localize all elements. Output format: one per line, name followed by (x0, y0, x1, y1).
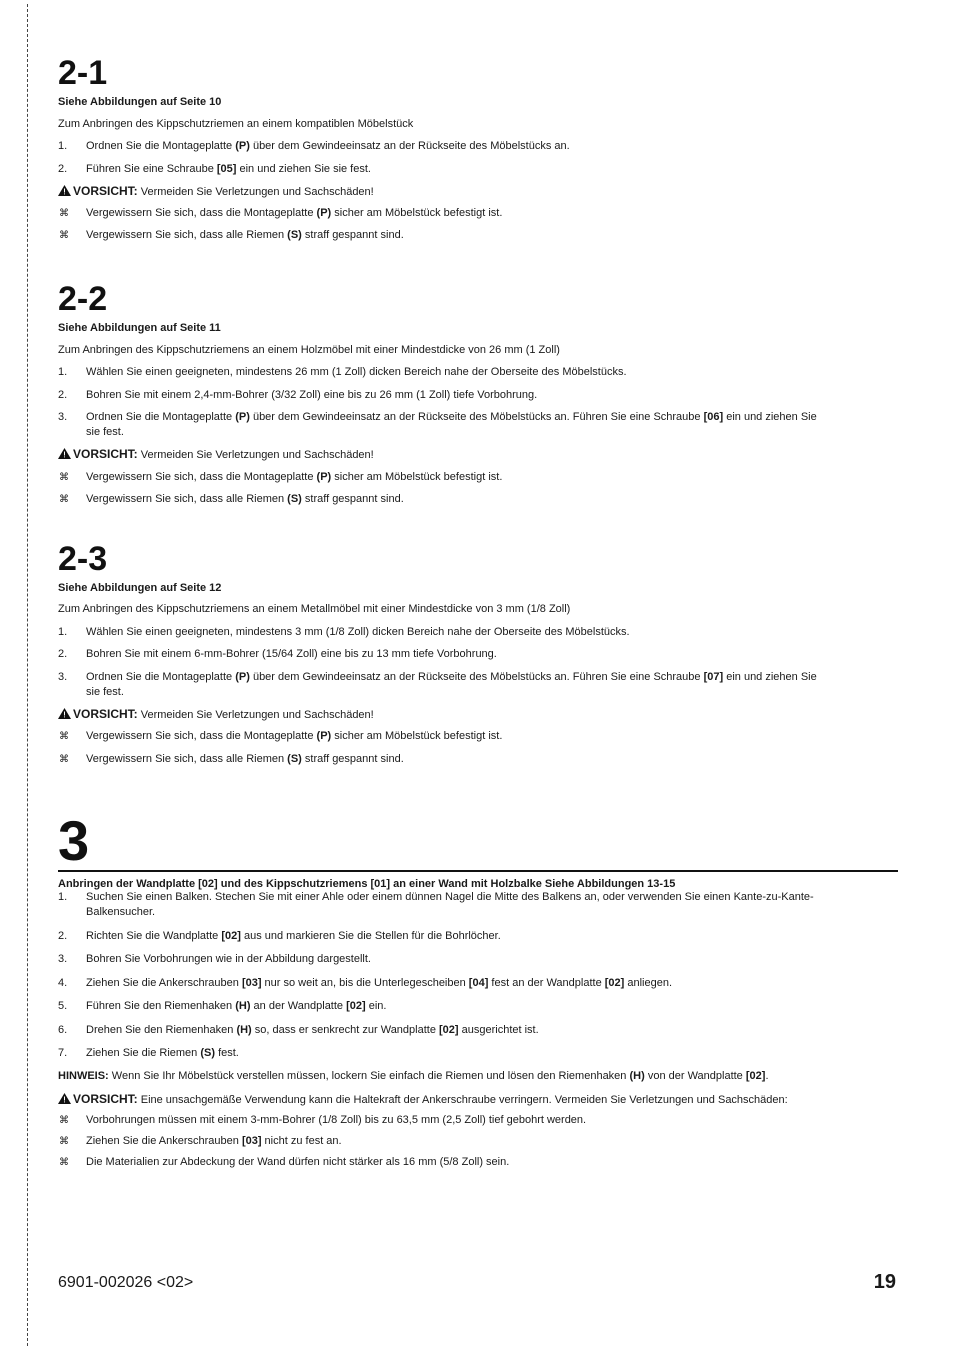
section-title: 3 (58, 809, 90, 872)
caution-note: VORSICHT: Eine unsachgemäße Verwendung kann die Haltekraft der Ankerschraube verringern. Vermeiden Sie Verletzungen und Sachschäden: (58, 1092, 898, 1108)
section-3 (58, 809, 898, 1168)
bullet-icon: ⌘ (59, 731, 69, 742)
bullet-item: ⌘ Vergewissern Sie sich, dass alle Riemen (S) straff gespannt sind. (59, 753, 404, 765)
bullet-item: ⌘ Vergewissern Sie sich, dass alle Riemen (S) straff gespannt sind. (59, 229, 404, 241)
section-subhead: Siehe Abbildungen auf Seite 10 (58, 96, 222, 108)
step-item: 7. Ziehen Sie die Riemen (S) fest. (58, 1047, 239, 1059)
step-item: 3. Bohren Sie Vorbohrungen wie in der Abbildung dargestellt. (58, 953, 371, 965)
warning-triangle-icon (58, 1093, 71, 1104)
bullet-icon: ⌘ (59, 1157, 69, 1168)
bullet-item: ⌘ Vergewissern Sie sich, dass die Montageplatte (P) sicher am Möbelstück befestigt ist. (59, 471, 503, 483)
step-item: 2. Bohren Sie mit einem 6-mm-Bohrer (15/64 Zoll) eine bis zu 13 mm tiefe Vorbohrung. (58, 648, 497, 660)
step-item: 6. Drehen Sie den Riemenhaken (H) so, dass er senkrecht zur Wandplatte [02] ausgerichtet ist. (58, 1024, 539, 1036)
page-number: 19 (873, 1271, 896, 1293)
bullet-icon: ⌘ (59, 754, 69, 765)
step-item: 1. Wählen Sie einen geeigneten, mindestens 3 mm (1/8 Zoll) dicken Bereich nahe der Oberseite des Möbelstücks. (58, 626, 630, 638)
bullet-icon: ⌘ (59, 1136, 69, 1147)
bullet-icon: ⌘ (59, 472, 69, 483)
section-subhead: Siehe Abbildungen auf Seite 12 (58, 582, 222, 594)
bullet-item: ⌘ Ziehen Sie die Ankerschrauben [03] nicht zu fest an. (59, 1135, 342, 1147)
bullet-item: ⌘ Vergewissern Sie sich, dass die Montageplatte (P) sicher am Möbelstück befestigt ist. (59, 730, 503, 742)
step-item: 1. Suchen Sie einen Balken. Stechen Sie mit einer Ahle oder einem dünnen Nagel die Mitte des Balkens an, oder verwenden Sie einen Kante-zu-Kante-Balkensucher. (58, 891, 814, 918)
caution-note: VORSICHT: Vermeiden Sie Verletzungen und Sachschäden! (58, 184, 374, 200)
bullet-item: ⌘ Vergewissern Sie sich, dass die Montageplatte (P) sicher am Möbelstück befestigt ist. (59, 207, 503, 219)
step-item: 3. Ordnen Sie die Montageplatte (P) über dem Gewindeeinsatz an der Rückseite des Möbelstücks an. Führen Sie eine Schraube [07] ein und ziehen Sie sie fest. (58, 671, 817, 698)
step-item: 2. Richten Sie die Wandplatte [02] aus und markieren Sie die Stellen für die Bohrlöcher. (58, 930, 501, 942)
step-item: 5. Führen Sie den Riemenhaken (H) an der Wandplatte [02] ein. (58, 1000, 387, 1012)
bullet-item: ⌘ Vorbohrungen müssen mit einem 3-mm-Bohrer (1/8 Zoll) bis zu 63,5 mm (2,5 Zoll) tief gebohrt werden. (59, 1114, 587, 1126)
section-2-3 (58, 540, 898, 765)
warning-triangle-icon (58, 708, 71, 719)
section-intro: Zum Anbringen des Kippschutzriemens an einem Metallmöbel mit einer Mindestdicke von 3 mm (1/8 Zoll) (58, 603, 571, 615)
section-2-2 (58, 280, 898, 505)
cut-line (27, 4, 28, 1346)
bullet-item: ⌘ Die Materialien zur Abdeckung der Wand dürfen nicht stärker als 16 mm (5/8 Zoll) sein. (59, 1156, 510, 1168)
bullet-icon: ⌘ (59, 1115, 69, 1126)
warning-triangle-icon (58, 448, 71, 459)
section-2-1 (58, 54, 898, 241)
hint-note: HINWEIS: Wenn Sie Ihr Möbelstück verstellen müssen, lockern Sie einfach die Riemen und lösen den Riemenhaken (H) von der Wandplatte [02]. (58, 1070, 769, 1082)
step-item: 2. Führen Sie eine Schraube [05] ein und ziehen Sie sie fest. (58, 163, 371, 175)
bullet-icon: ⌘ (59, 230, 69, 241)
section-intro: Zum Anbringen des Kippschutzriemen an einem kompatiblen Möbelstück (58, 118, 414, 130)
step-item: 2. Bohren Sie mit einem 2,4-mm-Bohrer (3/32 Zoll) eine bis zu 26 mm (1 Zoll) tiefe Vorbohrung. (58, 389, 538, 401)
section-subhead: Siehe Abbildungen auf Seite 11 (58, 322, 221, 334)
step-item: 1. Wählen Sie einen geeigneten, mindestens 26 mm (1 Zoll) dicken Bereich nahe der Oberseite des Möbelstücks. (58, 366, 627, 378)
section-title: 2-2 (58, 280, 108, 318)
warning-triangle-icon (58, 185, 71, 196)
caution-note: VORSICHT: Vermeiden Sie Verletzungen und Sachschäden! (58, 707, 374, 723)
section-intro: Zum Anbringen des Kippschutzriemens an einem Holzmöbel mit einer Mindestdicke von 26 mm (1 Zoll) (58, 344, 560, 356)
section-divider (58, 870, 898, 872)
bullet-icon: ⌘ (59, 208, 69, 219)
bullet-icon: ⌘ (59, 494, 69, 505)
section-title: 2-3 (58, 540, 108, 578)
caution-note: VORSICHT: Vermeiden Sie Verletzungen und Sachschäden! (58, 447, 374, 463)
section-subhead: Anbringen der Wandplatte [02] und des Kippschutzriemens [01] an einer Wand mit Holzbalke Siehe Abbildungen 13-15 (58, 878, 676, 890)
step-item: 1. Ordnen Sie die Montageplatte (P) über dem Gewindeeinsatz an der Rückseite des Möbelstücks an. (58, 140, 570, 152)
step-item: 3. Ordnen Sie die Montageplatte (P) über dem Gewindeeinsatz an der Rückseite des Möbelstücks an. Führen Sie eine Schraube [06] ein und ziehen Sie sie fest. (58, 411, 817, 438)
step-item: 4. Ziehen Sie die Ankerschrauben [03] nur so weit an, bis die Unterlegescheiben [04] fest an der Wandplatte [02] anliegen. (58, 977, 673, 989)
bullet-item: ⌘ Vergewissern Sie sich, dass alle Riemen (S) straff gespannt sind. (59, 493, 404, 505)
section-title: 2-1 (58, 54, 108, 92)
document-code: 6901-002026 <02> (58, 1274, 194, 1291)
